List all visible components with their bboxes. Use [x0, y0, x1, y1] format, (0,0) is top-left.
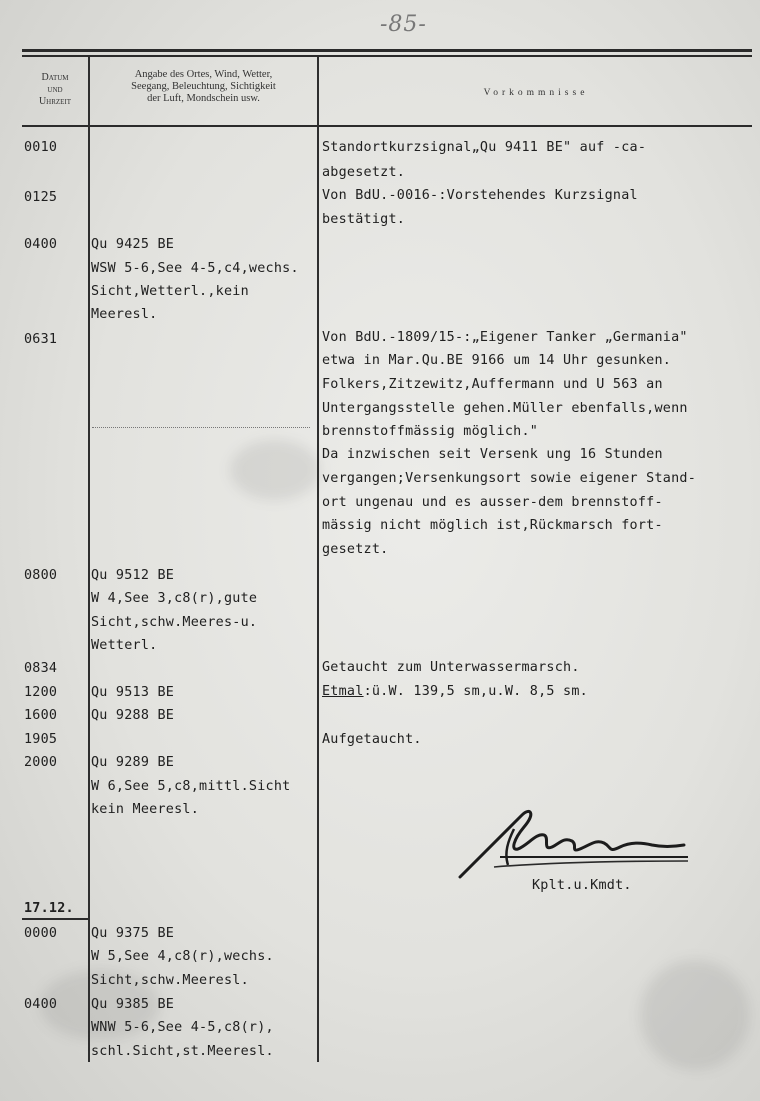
- event-line: etwa in Mar.Qu.BE 9166 um 14 Uhr gesunken.: [322, 353, 672, 368]
- time-1200: 1200: [24, 685, 58, 700]
- position-line: kein Meeresl.: [91, 802, 200, 817]
- signature: [452, 795, 692, 885]
- position-line: WNW 5-6,See 4-5,c8(r),: [91, 1020, 274, 1035]
- position-line: Qu 9425 BE: [91, 237, 175, 252]
- event-line: Von BdU.-1809/15-:„Eigener Tanker „Germania": [322, 330, 688, 345]
- time-0000: 0000: [24, 926, 58, 941]
- new-date: 17.12.: [24, 901, 74, 916]
- etmal-label: Etmal: [322, 684, 364, 699]
- event-line: Getaucht zum Unterwassermarsch.: [322, 660, 580, 675]
- dotted-separator: [92, 427, 310, 428]
- position-line: W 6,See 5,c8,mittl.Sicht: [91, 779, 291, 794]
- header-place-line-2: Seegang, Beleuchtung, Sichtigkeit: [131, 81, 276, 92]
- header-date-line-3: Uhrzeit: [38, 96, 72, 107]
- event-line: brennstoffmässig möglich.": [322, 424, 539, 439]
- position-line: Sicht,Wetterl.,kein: [91, 284, 249, 299]
- event-line: Aufgetaucht.: [322, 732, 422, 747]
- event-line: gesetzt.: [322, 542, 389, 557]
- time-0010: 0010: [24, 140, 58, 155]
- position-line: Qu 9512 BE: [91, 568, 175, 583]
- position-line: Sicht,schw.Meeresl.: [91, 973, 249, 988]
- date-underline: [22, 918, 88, 920]
- time-0125: 0125: [24, 190, 58, 205]
- header-place-line-3: der Luft, Mondschein usw.: [147, 93, 260, 104]
- position-line: Wetterl.: [91, 638, 158, 653]
- event-line: Standortkurzsignal„Qu 9411 BE" auf -ca-: [322, 140, 647, 155]
- position-line: Qu 9513 BE: [91, 685, 175, 700]
- position-line: WSW 5-6,See 4-5,c4,wechs.: [91, 261, 299, 276]
- scan-smudge: [640, 960, 750, 1070]
- position-line: Qu 9288 BE: [91, 708, 175, 723]
- column-divider-date: [88, 57, 90, 1062]
- scan-smudge: [230, 440, 320, 500]
- event-line: Da inzwischen seit Versenk ung 16 Stunden: [322, 447, 663, 462]
- position-line: schl.Sicht,st.Meeresl.: [91, 1044, 274, 1059]
- header-events-column: Vorkommnisse: [483, 88, 589, 98]
- signer-title: Kplt.u.Kmdt.: [532, 878, 632, 893]
- position-line: Sicht,schw.Meeres-u.: [91, 615, 258, 630]
- time-2000: 2000: [24, 755, 58, 770]
- event-line: vergangen;Versenkungsort sowie eigener Stand-: [322, 471, 697, 486]
- time-0800: 0800: [24, 568, 58, 583]
- header-date-line-1: Datum: [41, 72, 69, 83]
- event-line: Von BdU.-0016-:Vorstehendes Kurzsignal: [322, 188, 638, 203]
- time-1905: 1905: [24, 732, 58, 747]
- time-0834: 0834: [24, 661, 58, 676]
- time-1600: 1600: [24, 708, 58, 723]
- event-line: Untergangsstelle gehen.Müller ebenfalls,wenn: [322, 401, 688, 416]
- time-0631: 0631: [24, 332, 58, 347]
- event-line: bestätigt.: [322, 212, 406, 227]
- etmal-values: :ü.W. 139,5 sm,u.W. 8,5 sm.: [363, 684, 588, 699]
- position-line: Qu 9289 BE: [91, 755, 175, 770]
- position-line: Qu 9375 BE: [91, 926, 175, 941]
- time-0400: 0400: [24, 237, 58, 252]
- position-line: W 4,See 3,c8(r),gute: [91, 591, 258, 606]
- position-line: Meeresl.: [91, 307, 158, 322]
- top-rule-thin: [22, 55, 752, 57]
- scan-smudge: [40, 970, 160, 1040]
- page-number: -85-: [380, 12, 427, 37]
- header-date-line-2: und: [47, 84, 63, 95]
- event-line: mässig nicht möglich ist,Rückmarsch fort-: [322, 518, 663, 533]
- time-0400-b: 0400: [24, 997, 58, 1012]
- event-line: ort ungenau und es ausser-dem brennstoff-: [322, 495, 663, 510]
- event-line: abgesetzt.: [322, 165, 406, 180]
- etmal-line: [322, 684, 588, 700]
- top-rule: [22, 49, 752, 52]
- position-line: Qu 9385 BE: [91, 997, 175, 1012]
- header-place-column: [90, 69, 317, 105]
- event-line: Folkers,Zitzewitz,Auffermann und U 563 an: [322, 377, 663, 392]
- header-date-column: [22, 72, 88, 108]
- position-line: W 5,See 4,c8(r),wechs.: [91, 949, 274, 964]
- header-bottom-rule: [22, 125, 752, 127]
- column-divider-place: [317, 57, 319, 1062]
- header-place-line-1: Angabe des Ortes, Wind, Wetter,: [134, 69, 273, 80]
